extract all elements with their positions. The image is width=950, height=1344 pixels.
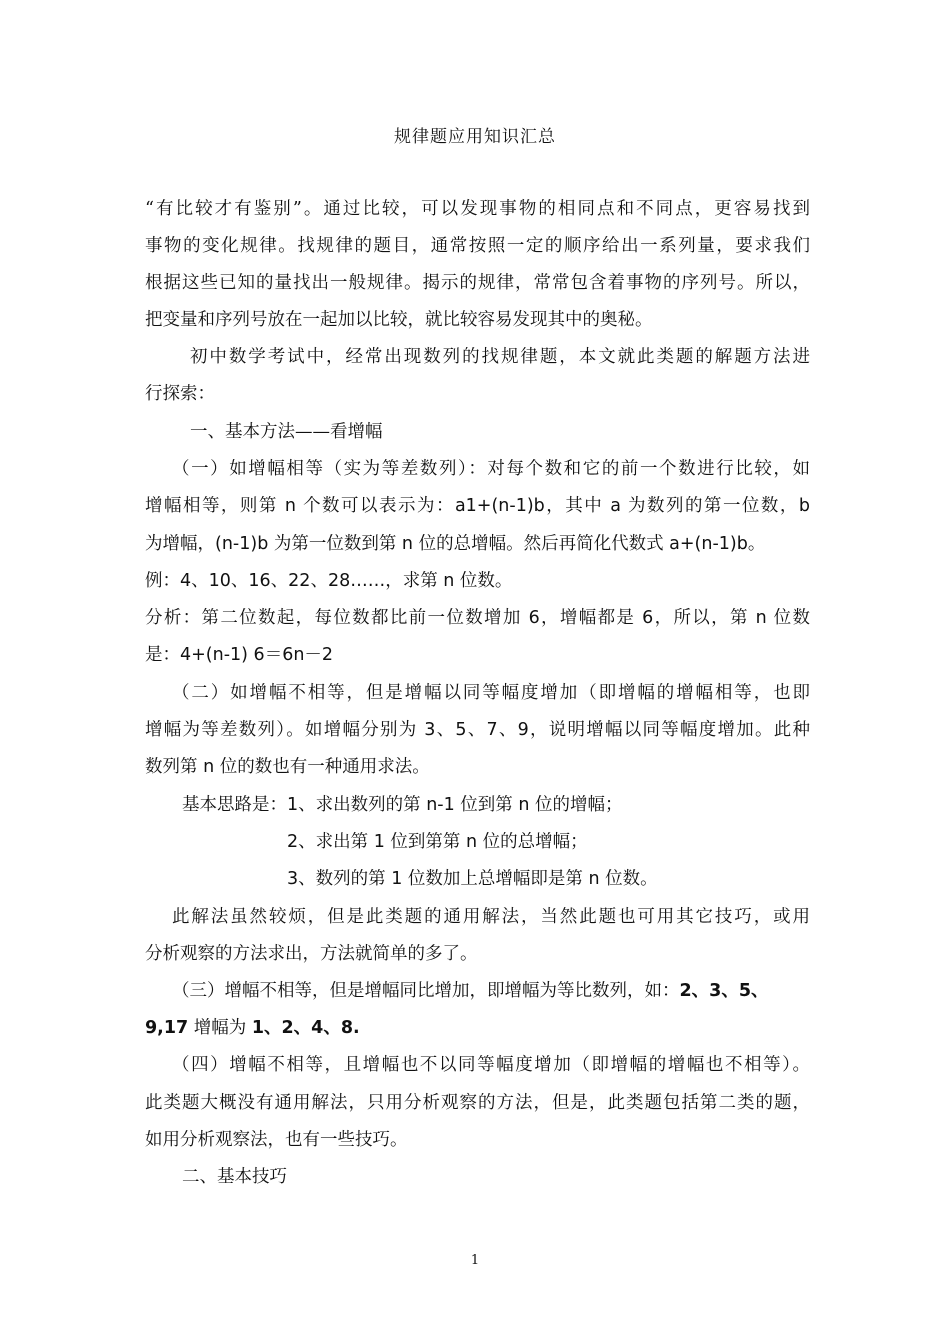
section-heading: 一、基本方法——看增幅: [190, 422, 383, 442]
increment-values: 1、2、4、8.: [251, 1018, 360, 1038]
paragraph-line: 根据这些已知的量找出一般规律。揭示的规律，常常包含着事物的序列号。所以，: [145, 273, 810, 293]
sequence-values: 2、3、5、: [679, 981, 769, 1001]
paragraph-line: 此解法虽然较烦，但是此类题的通用解法，当然此题也可用其它技巧，或用: [172, 907, 810, 927]
paragraph-line: 事物的变化规律。找规律的题目，通常按照一定的顺序给出一系列量，要求我们: [145, 236, 810, 256]
paragraph-line: 把变量和序列号放在一起加以比较，就比较容易发现其中的奥秘。: [145, 310, 653, 330]
paragraph-line: 为增幅，(n-1)b 为第一位数到第 n 位的总增幅。然后再简化代数式 a+(n-1)b。: [145, 534, 766, 554]
paragraph-line: 初中数学考试中，经常出现数列的找规律题，本文就此类题的解题方法进: [190, 347, 810, 367]
paragraph-text: （三）增幅不相等，但是增幅同比增加，即增幅为等比数列，如：: [172, 981, 680, 1001]
paragraph-line: 分析观察的方法求出，方法就简单的多了。: [145, 944, 478, 964]
paragraph-line: （四）增幅不相等，且增幅也不以同等幅度增加（即增幅的增幅也不相等）。: [172, 1055, 810, 1075]
paragraph-line: （一）如增幅相等（实为等差数列）：对每个数和它的前一个数进行比较，如: [172, 459, 810, 479]
paragraph-line: [172, 979, 810, 1003]
paragraph-line: （二）如增幅不相等，但是增幅以同等幅度增加（即增幅的增幅相等，也即: [172, 683, 810, 703]
analysis-line: 分析：第二位数起，每位数都比前一位数增加 6，增幅都是 6，所以，第 n 位数: [145, 608, 810, 628]
step-line: 3、数列的第 1 位数加上总增幅即是第 n 位数。: [287, 869, 658, 889]
page-number: 1: [470, 1253, 480, 1268]
page-title: 规律题应用知识汇总: [394, 127, 556, 147]
example-line: 例：4、10、16、22、28……，求第 n 位数。: [145, 571, 513, 591]
paragraph-line: [145, 1016, 810, 1040]
paragraph-line: 行探索：: [145, 384, 215, 404]
paragraph-line: 数列第 n 位的数也有一种通用求法。: [145, 757, 430, 777]
paragraph-text: 增幅为: [188, 1018, 252, 1038]
step-line: 基本思路是：1、求出数列的第 n-1 位到第 n 位的增幅；: [182, 795, 623, 815]
paragraph-line: “有比较才有鉴别”。通过比较，可以发现事物的相同点和不同点，更容易找到: [145, 199, 810, 219]
paragraph-line: 此类题大概没有通用解法，只用分析观察的方法，但是，此类题包括第二类的题，: [145, 1093, 810, 1113]
section-heading: 二、基本技巧: [182, 1167, 287, 1187]
paragraph-line: 增幅为等差数列）。如增幅分别为 3、5、7、9，说明增幅以同等幅度增加。此种: [145, 720, 810, 740]
formula-line: 是：4+(n-1) 6＝6n－2: [145, 645, 334, 665]
paragraph-line: 如用分析观察法，也有一些技巧。: [145, 1130, 408, 1150]
sequence-values: 9,17: [145, 1018, 189, 1038]
paragraph-line: 增幅相等，则第 n 个数可以表示为：a1+(n-1)b，其中 a 为数列的第一位数，b: [145, 496, 810, 516]
step-line: 2、求出第 1 位到第第 n 位的总增幅；: [287, 832, 588, 852]
